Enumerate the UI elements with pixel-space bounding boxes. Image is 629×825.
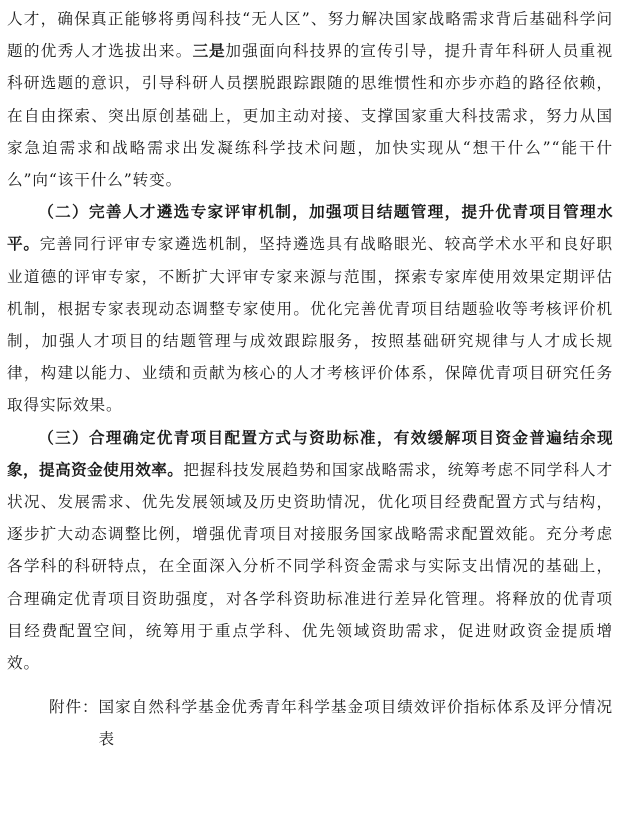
attachment-title: 国家自然科学基金优秀青年科学基金项目绩效评价指标体系及评分情况表 xyxy=(98,698,613,749)
bold-lead-three: 三是 xyxy=(192,42,226,61)
section-heading-3: （三）合理确定优青项目配置方式与资助标准，有效缓解项目资金普遍结余现象，提高资金使用效率。 xyxy=(7,428,613,479)
paragraph-text: 完善同行评审专家遴选机制，坚持遴选具有战略眼光、较高学术水平和良好职业道德的评审专家，不断扩大评审专家来源与范围，探索专家库使用效果定期评估机制，根据专家表现动态调整专家使用。优化完善优青项目结题验收等考核评价机制，加强人才项目的结题管理与成效跟踪服务，按照基础研究规律与人才成长规律，构建以能力、业绩和贡献为核心的人才考核评价体系，保障优青项目研究任务取得实际效果。 xyxy=(7,235,613,415)
section-heading-2: （二）完善人才遴选专家评审机制，加强项目结题管理，提升优青项目管理水平。 xyxy=(7,203,613,254)
document-page xyxy=(7,3,613,756)
paragraph-text: 加强面向科技界的宣传引导，提升青年科研人员重视科研选题的意识，引导科研人员摆脱跟踪跟随的思维惯性和亦步亦趋的路径依赖，在自由探索、突出原创基础上，更加主动对接、支撑国家重大科技需求，努力从国家急迫需求和战略需求出发凝练科学技术问题，加快实现从“想干什么”“能干什么”向“该干什么”转变。 xyxy=(7,42,613,190)
paragraph-expert-review xyxy=(7,196,613,421)
attachment-note xyxy=(7,691,613,755)
paragraph-text: 人才，确保真正能够将勇闯科技“无人区”、努力解决国家战略需求背后基础科学问题的优秀人才选拔出来。 xyxy=(7,10,613,61)
paragraph-selection-talent xyxy=(7,3,613,196)
attachment-label: 附件： xyxy=(49,698,99,717)
paragraph-funding-standard xyxy=(7,422,613,680)
paragraph-text: 把握科技发展趋势和国家战略需求，统筹考虑不同学科人才状况、发展需求、优先发展领域及历史资助情况，优化项目经费配置方式与结构，逐步扩大动态调整比例，增强优青项目对接服务国家战略需求配置效能。充分考虑各学科的科研特点，在全面深入分析不同学科资金需求与实际支出情况的基础上，合理确定优青项目资助强度，对各学科资助标准进行差异化管理。将释放的优青项目经费配置空间，统筹用于重点学科、优先领域资助需求，促进财政资金提质增效。 xyxy=(7,460,613,673)
